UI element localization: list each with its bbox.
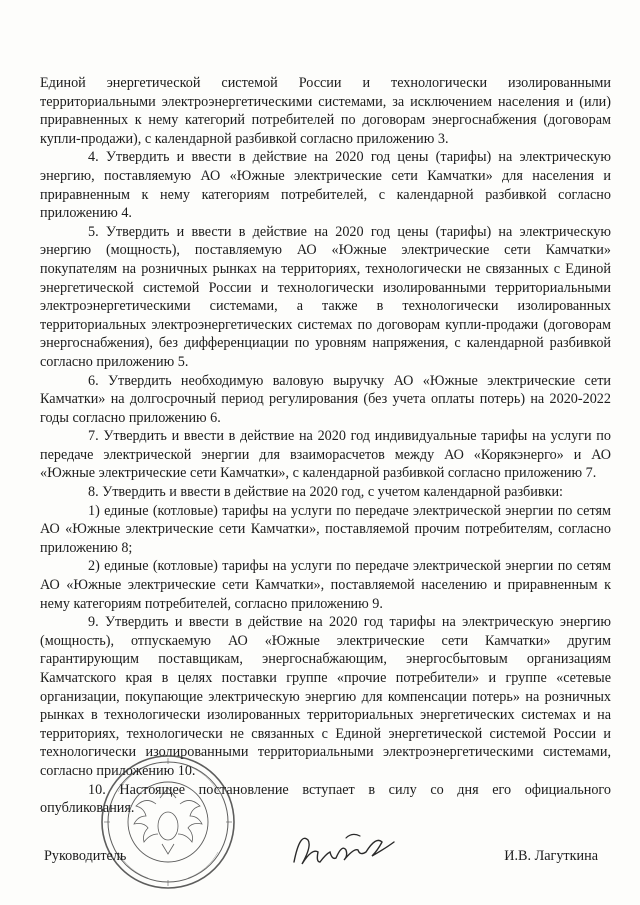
paragraph-9: 9. Утвердить и ввести в действие на 2020 год тарифы на электрическую энергию (мощность), отпускаемую АО «Южные электрические сети Камчатки» другим гарантирующим поставщикам, энергоснабжающим, энергосбытовым организациям Камчатского края в целях поставки группе «прочие потребители» и группе «сетевые организации, покупающие электрическую энергию для компенсации потерь» на розничных рынках в технологически изолированных территориальных энергетических системах и на территориях, технологически не связанных с Единой энергетической системой России и технологически изолированными территориальными электроэнергетическими системами, согласно приложению 10. — [40, 614, 611, 779]
signatory-title: Руководитель — [44, 848, 127, 864]
official-seal-icon — [98, 752, 238, 892]
signatory-name: И.В. Лагуткина — [504, 848, 598, 864]
document-body — [40, 74, 611, 818]
paragraph-8: 8. Утвердить и ввести в действие на 2020 год, с учетом календарной разбивки: — [88, 484, 563, 501]
paragraph-5: 5. Утвердить и ввести в действие на 2020 год цены (тарифы) на электрическую энергию (мощность), поставляемую АО «Южные электрические сети Камчатки» покупателям на розничных рынках на территориях, технологически не связанных с Единой энергетической системой России и технологически изолированными территориальными электроэнергетическими системами, а также в технологически изолированных территориальных электроэнергетических системах по договорам купли-продажи (договорам энергоснабжения), без дифференциации по уровням напряжения, с календарной разбивкой согласно приложению 5. — [40, 223, 611, 370]
paragraph-8-item-2: 2) единые (котловые) тарифы на услуги по передаче электрической энергии по сетям АО «Южные электрические сети Камчатки», поставляемой населению и приравненным к нему категориям потребителей, согласно приложению 9. — [40, 558, 611, 612]
paragraph-8-item-1: 1) единые (котловые) тарифы на услуги по передаче электрической энергии по сетям АО «Южные электрические сети Камчатки», поставляемой прочим потребителям, согласно приложению 8; — [40, 502, 611, 556]
paragraph-3-continuation: Единой энергетической системой России и технологически изолированными территориальными электроэнергетическими системами, за исключением населения и (или) приравненных к нему категорий потребителей по договорам энергоснабжения (договорам купли-продажи), с календарной разбивкой согласно приложению 3. — [40, 75, 611, 147]
paragraph-7: 7. Утвердить и ввести в действие на 2020 год индивидуальные тарифы на услуги по передаче электрической энергии для взаиморасчетов между АО «Корякэнерго» и АО «Южные электрические сети Камчатки», с календарной разбивкой согласно приложению 7. — [40, 428, 611, 482]
handwritten-signature-icon — [286, 820, 406, 880]
paragraph-6: 6. Утвердить необходимую валовую выручку АО «Южные электрические сети Камчатки» на долгосрочный период регулирования (без учета оплаты потерь) на 2020-2022 годы согласно приложению 6. — [40, 372, 611, 426]
paragraph-4: 4. Утвердить и ввести в действие на 2020 год цены (тарифы) на электрическую энергию, поставляемую АО «Южные электрические сети Камчатки» для населения и приравненным к нему категориям потребителей, с календарной разбивкой согласно приложению 4. — [40, 149, 611, 222]
paragraph-10: 10. Настоящее постановление вступает в силу со дня его официального опубликования. — [40, 781, 611, 817]
